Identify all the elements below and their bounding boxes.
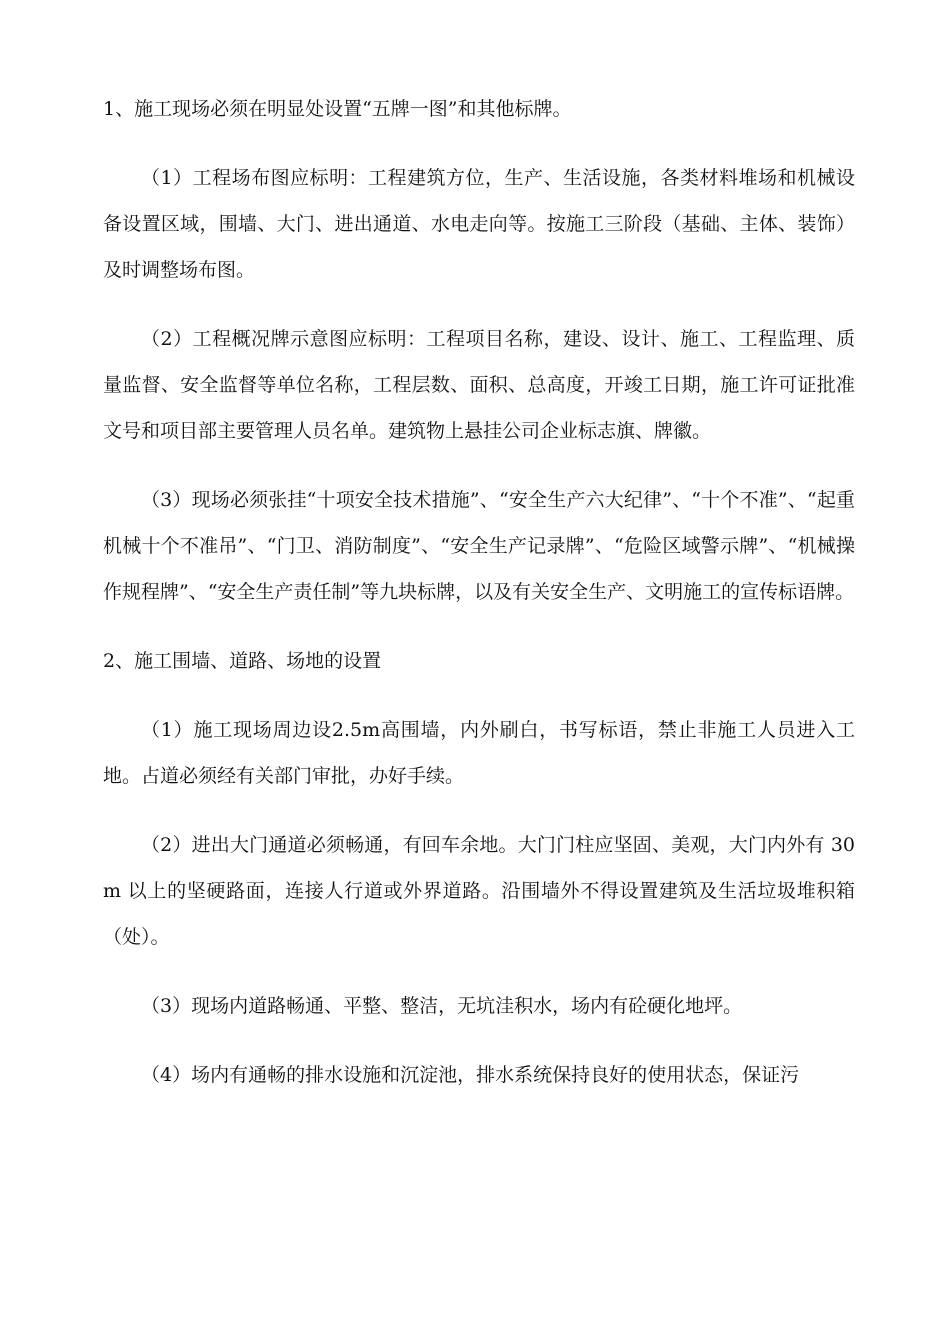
paragraph-drainage: （4）场内有通畅的排水设施和沉淀池，排水系统保持良好的使用状态，保证污 [141,1064,800,1086]
section-heading-2: 2、施工围墙、道路、场地的设置 [103,650,382,672]
document-body [103,86,855,1121]
paragraph-gate-access: （2）进出大门通道必须畅通，有回车余地。大门门柱应坚固、美观，大门内外有 30m 以上的坚硬路面，连接人行道或外界道路。沿围墙外不得设置建筑及生活垃圾堆积箱（处）。 [103,834,855,948]
paragraph-site-roads: （3）现场内道路畅通、平整、整洁，无坑洼积水，场内有砼硬化地坪。 [141,995,743,1017]
paragraph-site-fence: （1）施工现场周边设2.5m高围墙，内外刷白，书写标语，禁止非施工人员进入工地。占道必须经有关部门审批，办好手续。 [103,719,855,787]
paragraph-site-layout-plan: （1）工程场布图应标明：工程建筑方位，生产、生活设施，各类材料堆场和机械设备设置区域，围墙、大门、进出通道、水电走向等。按施工三阶段（基础、主体、装饰）及时调整场布图。 [103,167,855,281]
paragraph-project-overview-board: （2）工程概况牌示意图应标明：工程项目名称，建设、设计、施工、工程监理、质量监督、安全监督等单位名称，工程层数、面积、总高度，开竣工日期，施工许可证批准文号和项目部主要管理人员名单。建筑物上悬挂公司企业标志旗、牌徽。 [103,328,855,442]
section-heading-1: 1、施工现场必须在明显处设置“五牌一图”和其他标牌。 [103,98,572,120]
paragraph-safety-signboards: （3）现场必须张挂“十项安全技术措施”、“安全生产六大纪律”、“十个不准”、“起重机械十个不准吊”、“门卫、消防制度”、“安全生产记录牌”、“危险区域警示牌”、“机械操作规程牌”、“安全生产责任制”等九块标牌，以及有关安全生产、文明施工的宣传标语牌。 [103,489,855,603]
